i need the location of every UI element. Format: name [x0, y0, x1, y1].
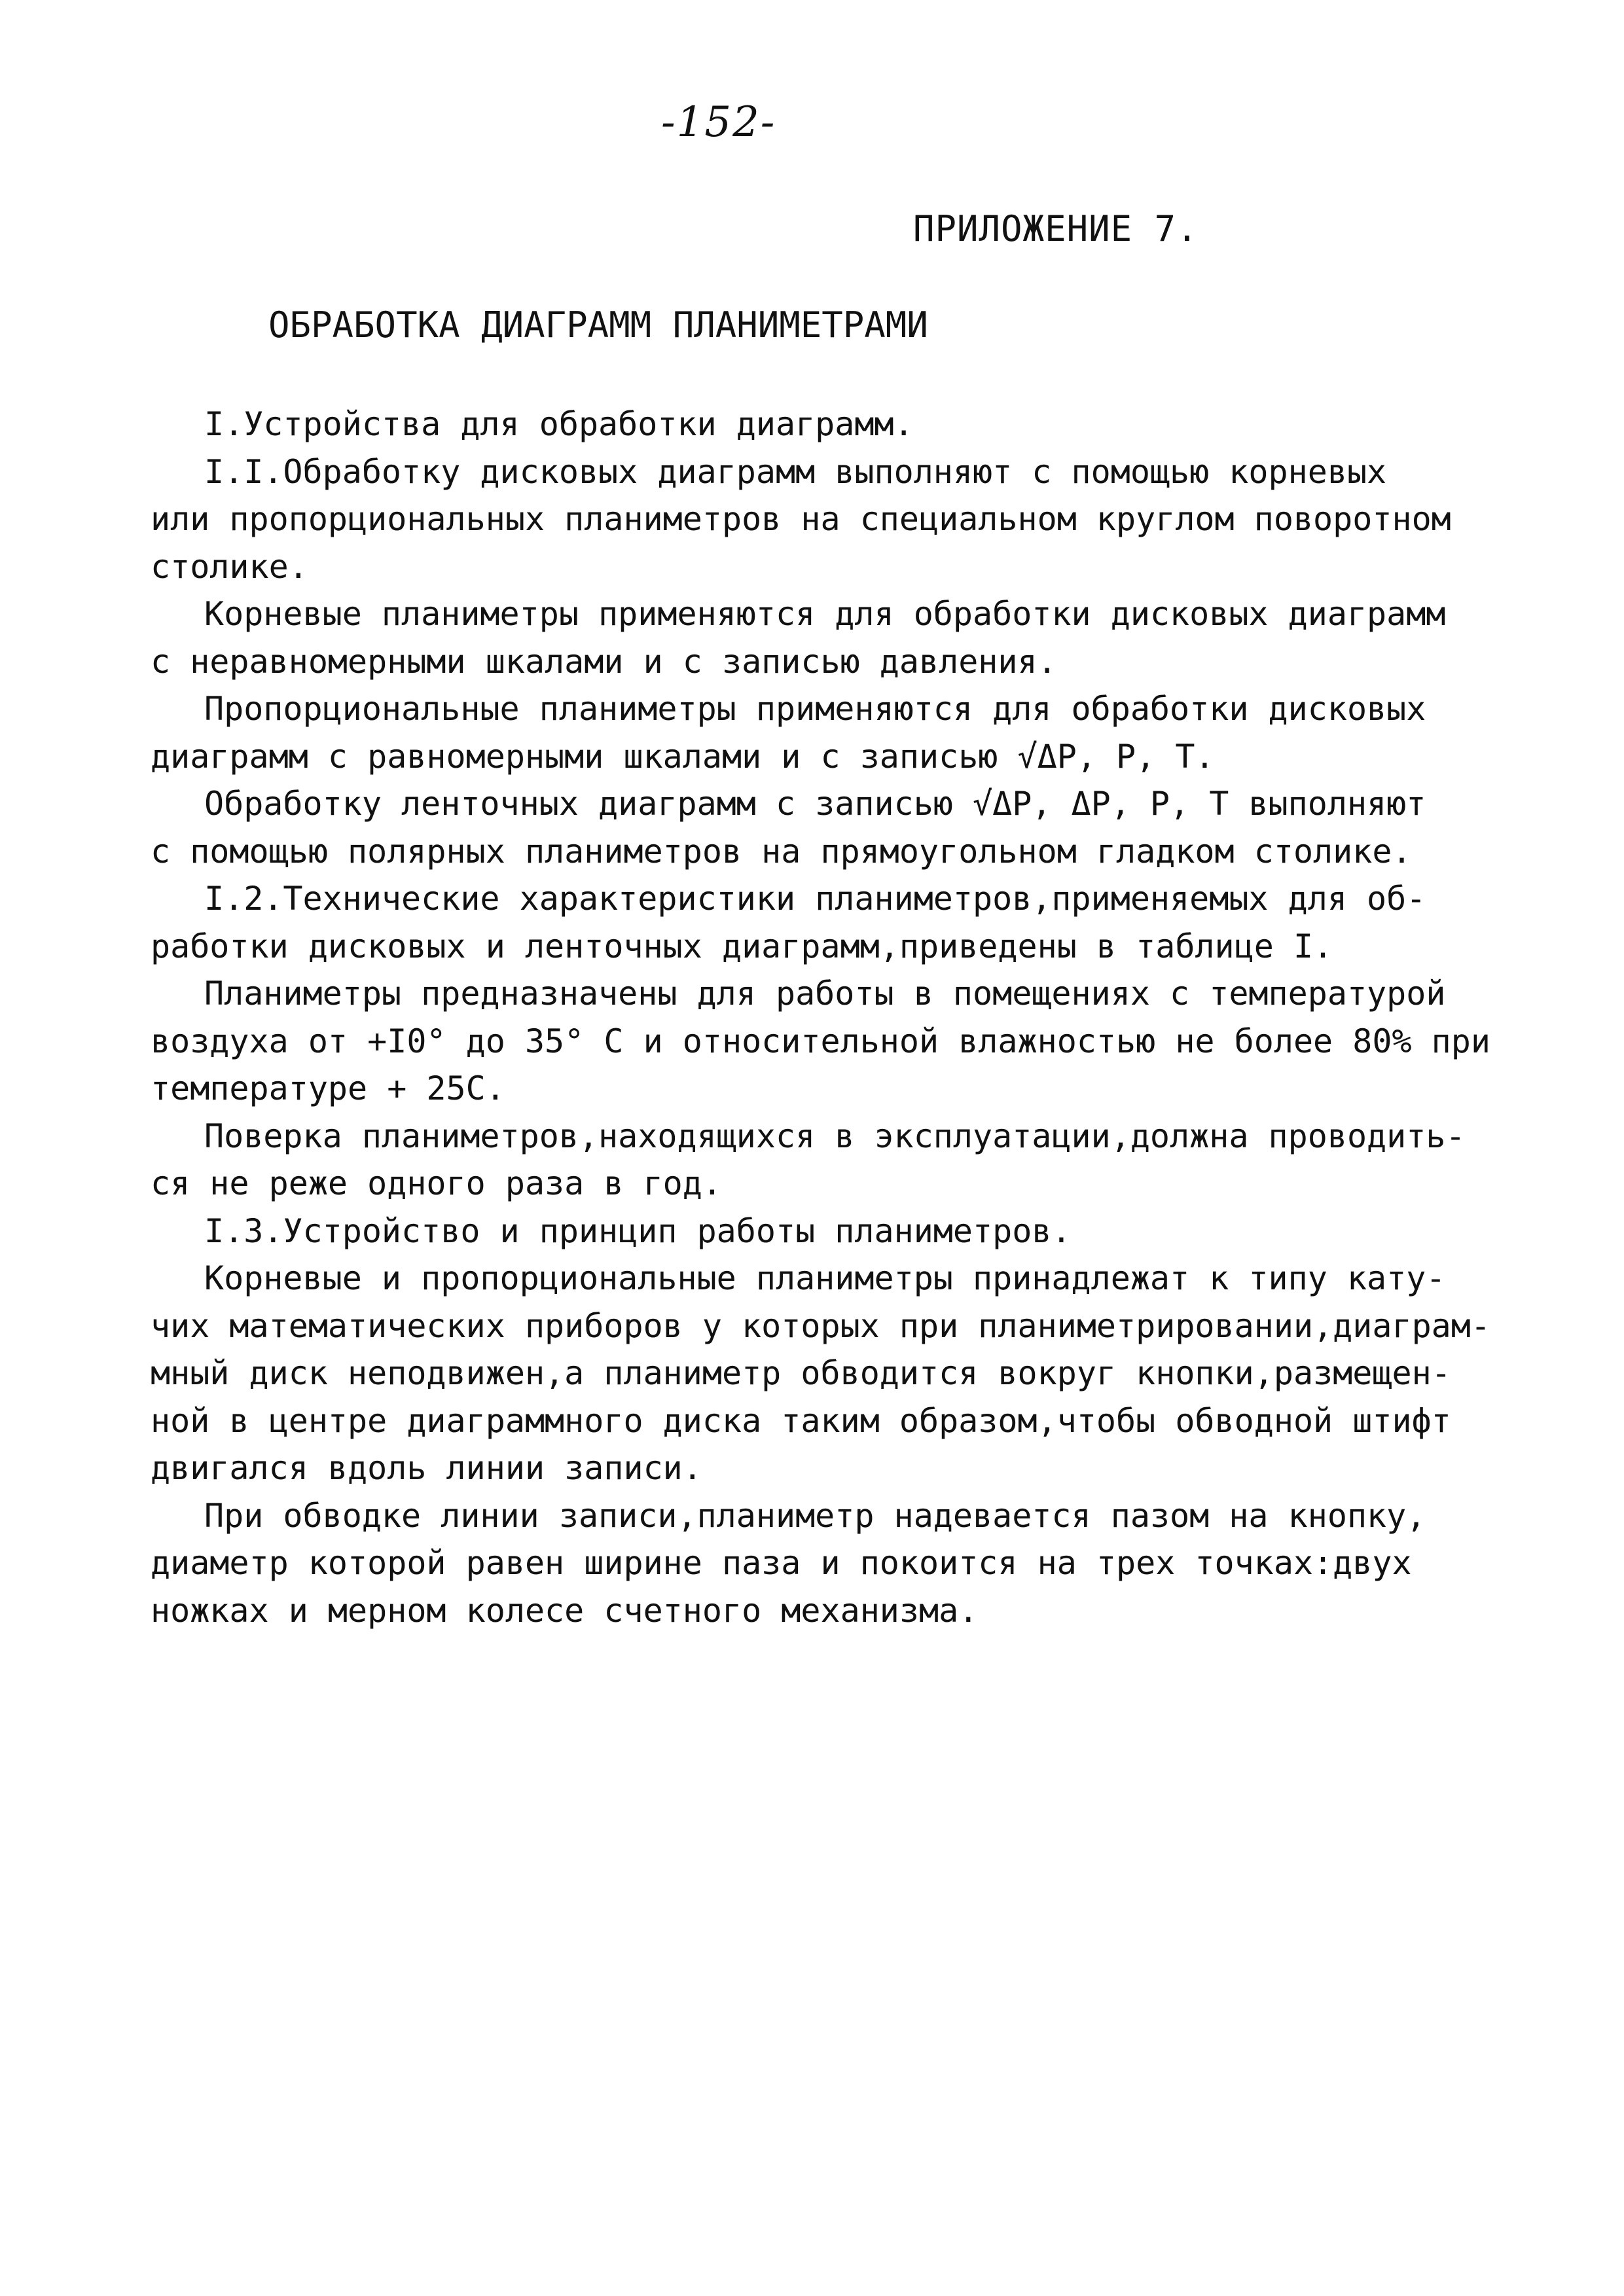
page-number: -152- — [661, 98, 776, 147]
body-text — [151, 401, 1490, 1634]
document-title: ОБРАБОТКА ДИАГРАММ ПЛАНИМЕТРАМИ — [268, 304, 928, 346]
paragraph-line: с неравномерными шкалами и с записью давления. — [151, 642, 1057, 681]
paragraph-line: I.I.Обработку дисковых диаграмм выполняют с помощью корневых — [204, 452, 1387, 491]
paragraph-line: диаграмм с равномерными шкалами и с записью √ΔP, P, T. — [151, 737, 1215, 776]
paragraph-line: чих математических приборов у которых при планиметрировании,диаграм- — [151, 1306, 1490, 1345]
paragraph-line: температуре + 25С. — [151, 1069, 505, 1107]
section-heading-1-3: I.3.Устройство и принцип работы планиметров. — [204, 1211, 1072, 1250]
paragraph-line: мный диск неподвижен,а планиметр обводится вокруг кнопки,размещен- — [151, 1354, 1451, 1392]
paragraph-line: Обработку ленточных диаграмм с записью √ΔP, ΔP, P, T выполняют — [204, 785, 1426, 823]
paragraph-line: ся не реже одного раза в год. — [151, 1164, 722, 1202]
paragraph-line: с помощью полярных планиметров на прямоугольном гладком столике. — [151, 832, 1412, 870]
paragraph-line: При обводке линии записи,планиметр надевается пазом на кнопку, — [204, 1496, 1426, 1535]
paragraph-line: Корневые и пропорциональные планиметры принадлежат к типу кату- — [204, 1259, 1446, 1297]
paragraph-line: ножках и мерном колесе счетного механизма. — [151, 1591, 979, 1630]
section-heading-1: I.Устройства для обработки диаграмм. — [204, 405, 914, 443]
paragraph-line: двигался вдоль линии записи. — [151, 1449, 702, 1487]
paragraph-line: Пропорциональные планиметры применяются для обработки дисковых — [204, 690, 1426, 728]
paragraph-line: Корневые планиметры применяются для обработки дисковых диаграмм — [204, 595, 1446, 633]
paragraph-line: или пропорциональных планиметров на специальном круглом поворотном — [151, 500, 1451, 538]
appendix-heading: ПРИЛОЖЕНИЕ 7. — [913, 208, 1199, 249]
paragraph-line: Поверка планиметров,находящихся в эксплуатации,должна проводить- — [204, 1117, 1466, 1155]
paragraph-line: столике. — [151, 547, 308, 586]
paragraph-line: Планиметры предназначены для работы в помещениях с температурой — [204, 975, 1446, 1013]
section-heading-1-2: I.2.Технические характеристики планиметров,применяемых для об- — [204, 880, 1426, 918]
paragraph-line: воздуха от +I0° до 35° С и относительной влажностью не более 80% при — [151, 1022, 1490, 1060]
paragraph-line: диаметр которой равен ширине паза и покоится на трех точках:двух — [151, 1544, 1412, 1582]
paragraph-line: ной в центре диаграммного диска таким образом,чтобы обводной штифт — [151, 1401, 1451, 1440]
paragraph-line: работки дисковых и ленточных диаграмм,приведены в таблице I. — [151, 927, 1333, 965]
